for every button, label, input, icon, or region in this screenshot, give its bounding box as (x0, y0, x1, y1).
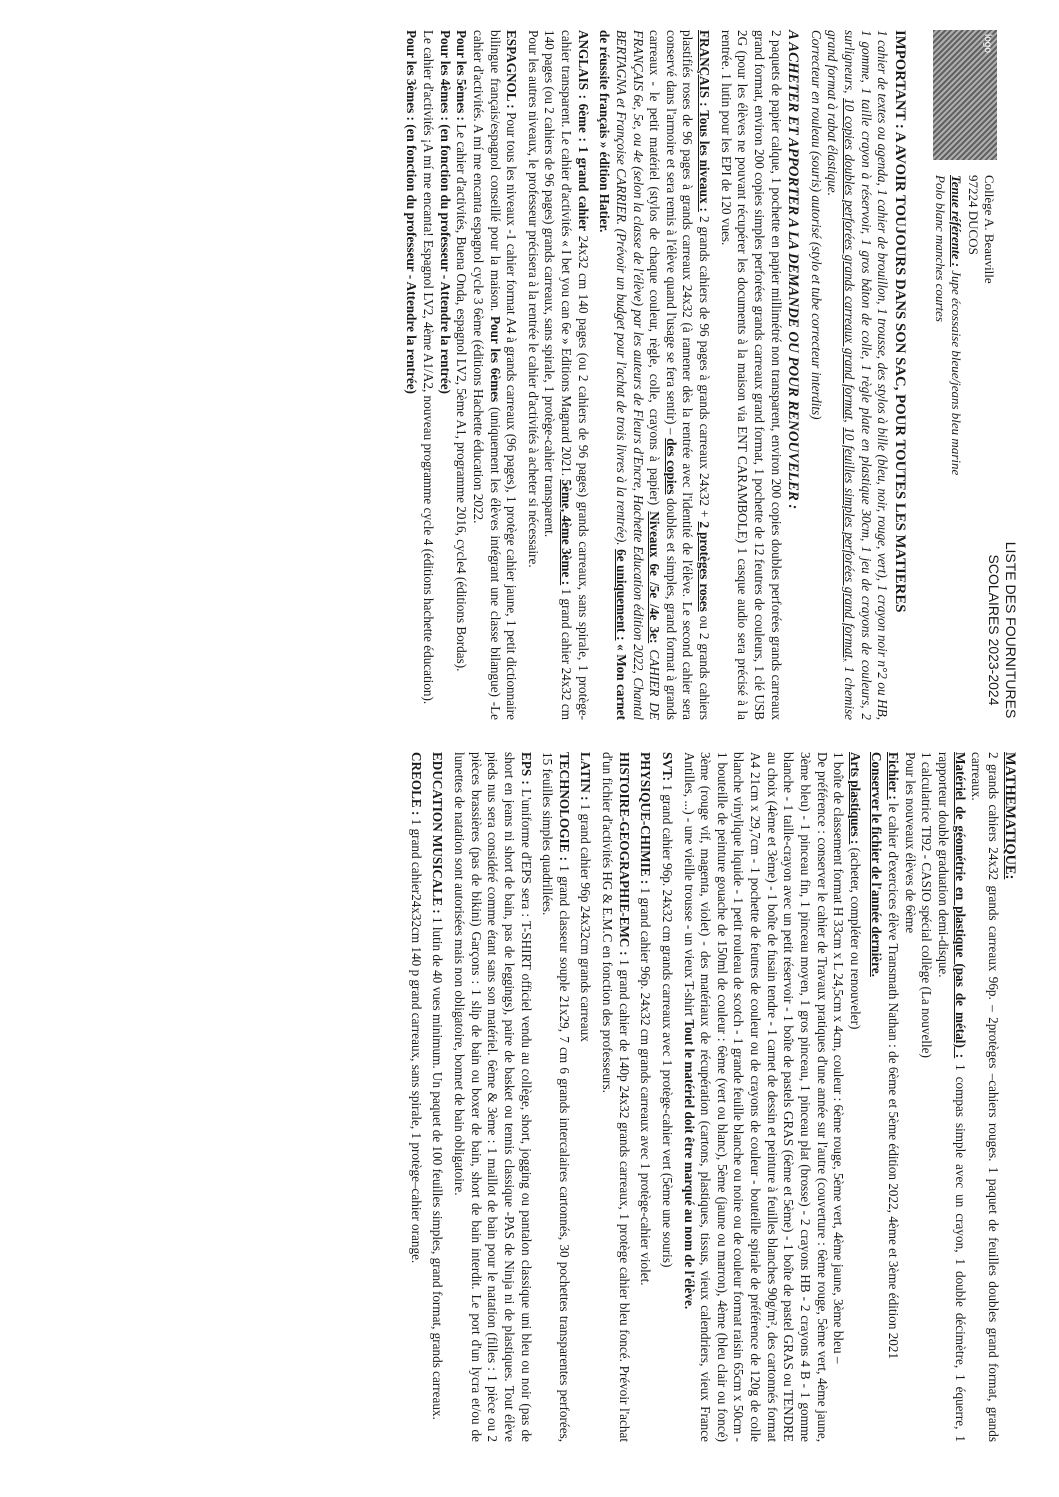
dress-code-label: Tenue référente : (949, 175, 965, 267)
espagnol-text-b: Pour les 6èmes (487, 316, 503, 403)
arts-text-a: (acheter, compléter ou renouveler) (847, 847, 863, 1030)
maths-text-b: Matériel de géométrie en plastique (pas de métal) : (952, 752, 968, 1059)
francais-text-g: CAHIER DE FRANÇAIS 6e, 5e, ou 4e (selon la classe de l'élève) par les auteurs de Fleurs d'Encre, Hachette Education édition 2022, Chantal BERTAGNA et Françoise CARRIER. (Prévoir un budget pour l'achat de trois livres à la rentrée). (613, 30, 663, 720)
important-text-b: 10 copies doubles perforées grands carreaux grand format, (842, 98, 858, 423)
francais-text-d: des copies (663, 438, 679, 495)
technologie-text: 1 grand classeur souple 21x29, 7 cm 6 grands intercalaires cartonnés, 30 pochettes transparentes perforées, 15 feuilles simples quadrillées. (540, 752, 572, 1442)
francais-text-i: « Mon carnet de réussite français » édition Hatier. (597, 30, 629, 720)
list-title-line1: LISTE DES FOURNITURES (1003, 541, 1019, 719)
anglais-text-b: 5ème, 4ème 3ème : (559, 479, 575, 586)
important-text-a: 1 cahier de textes ou agenda, 1 cahier de brouillon, 1 trousse, des stylos à bille (bleu, noir, rouge, vert), 1 crayon noir n°2 ou HB, 1 gomme, 1 taille crayon à réservoir, 1 gros bâton de colle, 1 règle plate en plastique 30cm, 1 jeu de crayons de couleurs, 2 surligneurs, (842, 30, 891, 720)
maths-text-h: Conserver le fichier de l'année dernière. (869, 752, 885, 977)
creole-text: 1 grand cahier24x32cm 140 p grand carreaux, sans spirale, 1 protège–cahier orange. (408, 818, 424, 1264)
right-body (402, 752, 1019, 1442)
musique-section (429, 752, 446, 1442)
svt-section (658, 752, 675, 1442)
maths-text-c: 1 compas simple avec un crayon, 1 double décimètre, 1 équerre, 1 rapporteur double graduation demi-disque. (935, 752, 968, 1442)
acheter-text: 2 paquets de papier calque, 1 pochette en papier millimétré non transparent, environ 200 copies doubles perforées grands carreaux grand format, environ 200 copies simples perforées grands carreaux grand format, 1 pochette de 12 feutres de couleurs, 1 clé USB 2G (pour les élèves ne pouvant récupérer les documents à la maison via ENT CARAMBOLE) 1 casque audio sera précisé à la rentrée. 1 lutin pour les EPI de 120 vues. (718, 30, 784, 720)
histoire-text: 1 grand cahier de 140p 24x32 grands carreaux, 1 protège cahier bleu foncé. Prévoir l'achat d'un fichier d'activités HG & E.M.C en fonction des professeurs. (600, 752, 632, 1442)
list-title-line2: SCOLAIRES 2023-2024 (986, 554, 1003, 706)
dress-code-text: Jupe écossaise bleue/jeans bleu marine (949, 270, 965, 476)
latin-text: 1 grand cahier 96p 24x32cm grands carreaux (578, 803, 594, 1042)
musique-label: EDUCATION MUSICALE : (430, 752, 446, 914)
logo-text: logo (982, 34, 993, 53)
maths-text-e: Pour les nouveaux élèves de 6ème (902, 752, 918, 934)
school-logo (933, 30, 997, 160)
eps-label: EPS : (518, 752, 534, 785)
arts-section (680, 752, 863, 1442)
school-city: 97224 DUCOS (965, 175, 981, 255)
espagnol-text-c: (uniquement les élèves intégrant une classe bilangue) -Le cahier d'activités. A mí me encanta espagnol cycle 3 6ème (éditions Hachette éducation 2022. (470, 30, 503, 721)
maths-text-d: 1 calculatrice TI92 - CASIO spécial collège (La nouvelle) (919, 752, 935, 1058)
francais-text-e: doubles et simples, grand format à grands carreaux - le petit matériel (stylos de chaque couleur, règle, colle, crayons à papier) (647, 30, 679, 720)
left-body (398, 30, 909, 720)
important-text-e: Correcteur en rouleau (souris) autorisé (stylo et tube correcteur interdits) (808, 30, 824, 420)
francais-text-c: ou 2 grands cahiers plastifiés roses de 96 pages à grands carreaux 24x32 (à ramener dès la rentrée avec l'identité de l'élève. Le second cahier sera conservé dans l'armoire et sera remis à l'élève quand l'usage se fera sentir) – (663, 30, 713, 721)
espagnol-text-g: Le cahier d'activités ¡A mí me encanta! Espagnol LV2, 4ème A1/A2, nouveau programme cycle 4 (éditions hachette éducation). (421, 30, 437, 705)
creole-label: CREOLE : (408, 752, 424, 816)
francais-text-a: 2 grands cahiers de 96 pages à grands carreaux 24x32 + (697, 215, 713, 518)
francais-section (596, 30, 712, 720)
histoire-label: HISTOIRE-GEOGRAPHIE-EMC : (616, 752, 632, 956)
arts-label: Arts plastiques : (847, 752, 863, 845)
school-header (932, 175, 998, 735)
important-section (807, 30, 909, 720)
maths-text-g: le cahier d'exercices élève Transmath Nathan : de 6ème et 5ème édition 2022, 4ème et 3ème édition 2021 (886, 803, 902, 1360)
physique-label: PHYSIQUE-CHIMIE : (638, 752, 654, 885)
polo-text: Polo blanc manches courtes (932, 175, 948, 322)
anglais-text-a: 24x32 cm 140 pages (ou 2 cahiers de 96 pages) grands carreaux, sans spirale, 1 protège-cahier transparent. Le cahier d'activités « I bet you can 6e » Editions Magnard 2021. (559, 30, 591, 721)
maths-text-f: Fichier : (886, 752, 902, 800)
espagnol-text-h: Pour les 3èmes : (en fonction du professeur - Attendre la rentrée) (404, 30, 420, 394)
physique-section (637, 752, 654, 1442)
important-title: IMPORTANT : A AVOIR TOUJOURS DANS SON SAC, POUR TOUTES LES MATIERES (892, 30, 908, 613)
eps-text: L'uniforme d'EPS sera : T-SHIRT officiel vendu au collège, short, jogging ou pantalon classique uni bleu ou noir (pas de short en jeans ni short de bain, pas de leggings), paire de basket ou tennis classique -PAS de Ninja ni de plastiques. Tout élève pieds nus sera considéré comme étant sans son matériel. 6ème & 3ème : 1 maillot de bain pour le natation (filles : 1 pièce ou 2 pièces brassières (pas de bikini) Garçons : 1 slip de bain ou boxer de bain, short de bain interdit. Le port d'un lycra et/ou de lunettes de natation sont autorisées mais non obligatoire, bonnet de bain obligatoire. (452, 752, 534, 1443)
espagnol-text-d: Pour les 5èmes : (454, 30, 470, 121)
acheter-section (717, 30, 802, 720)
francais-text-f: Niveaux 6e /5e /4e 3e: (647, 511, 663, 644)
arts-text-b: 1 boîte de classement format H 33cm x L 24,5cm x 4cm, couleur : 6ème rouge, 5ème vert, 4ème jaune, 3ème bleu – (831, 752, 847, 1364)
francais-text-b: 2 protèges roses (697, 521, 713, 612)
svt-label: SVT: (659, 752, 675, 782)
espagnol-text-f: Pour les 4èmes : (en fonction du professeur - Attendre la rentrée) (437, 30, 453, 394)
arts-text-c: De préférence : conserver le cahier de Travaux pratiques d'une année sur l'autre (couverture : 6ème rouge, 5ème vert, 4ème jaune, 3ème bleu) - 1 pinceau fin, 1 pinceau moyen, 1 gros pinceau, 1 pinceau plat (brosse) - 2 crayons HB - 2 crayons 4 B - 1 gomme blanche - 1 taille-crayon avec un petit réservoir - 1 boîte de pastels GRAS (6ème et 5ème) - 1 boîte de pastel GRAS ou TENDRE au choix (4ème et 3ème) - 1 boîte de fusain tendre - 1 carnet de dessin et peinture à feuilles blanches 90g/m², des cartonnés format A4 21cm x 29,7cm - 1 pochette de feutres de couleur ou de crayons de couleur - bouteille spirale de préférence de 120g de colle blanche vinylique liquide - 1 petit rouleau de scotch - 1 grande feuille blanche ou noire ou de couleur format raisin 65cm x 50cm - 1 bouteille de peinture gouache de 150ml de couleur : 6ème (vert ou blanc), 5ème (jaune ou marron), 4ème (bleu clair ou foncé) 3ème (rouge vif, magenta, violet) - des matériaux de récupération (cartons, plastiques, tissus, vieux calendriers, vieux France Antilles, ...) - une vieille trousse - un vieux T-shirt (681, 752, 830, 1442)
arts-text-d: Tout le matériel doit être marqué au nom de l'élève. (681, 1019, 697, 1310)
francais-label: FRANÇAIS : Tous les niveaux : (697, 30, 713, 212)
maths-title: MATHEMATIQUE: (1002, 752, 1018, 880)
maths-section (868, 752, 1019, 1442)
anglais-label: ANGLAIS : 6ème : 1 grand cahier (575, 30, 591, 231)
maths-text-a: 2 grands cahiers 24x32 grands carreaux 96p. – 2protèges –cahiers rouges. 1 paquet de feuilles doubles grand format, grands carreaux. (969, 752, 1001, 1442)
school-name: Collège A. Beauville (982, 175, 997, 284)
technologie-label: TECHNOLOGIE : (556, 752, 572, 862)
anglais-section (524, 30, 591, 720)
creole-section (407, 752, 424, 1442)
latin-section (577, 752, 594, 1442)
espagnol-text-e: Le cahier d'activités, Buena Onda, espagnol LV2, 5ème A1, programme 2016, cycle4 (éditions Bordas). (454, 124, 470, 672)
eps-section (450, 752, 533, 1442)
important-text-d: 1 chemise grand format à rabat élastique. (825, 30, 858, 720)
francais-text-h: 6e uniquement : (613, 549, 629, 641)
physique-text: 1 grand cahier 96p. 24x32 cm grands carreaux avec 1 protège-cahier violet. (638, 887, 654, 1286)
espagnol-section (403, 30, 519, 720)
svt-text: 1 grand cahier 96p. 24x32 cm grands carreaux avec 1 protège-cahier vert (5ème une souris) (659, 784, 675, 1268)
latin-label: LATIN : (578, 752, 594, 801)
anglais-text-c: 1 grand cahier 24x32 cm 140 pages (ou 2 cahiers de 96 pages) grands carreaux, sans spirale, 1 protège-cahier transparent. (542, 30, 575, 720)
espagnol-text-a: Pour tous les niveaux -1 cahier format A4 à grands carreaux (96 pages), 1 protège cahier jaune, 1 petit dictionnaire bilingue français/espagnol conseillé pour la maison. (487, 30, 520, 720)
histoire-section (598, 752, 631, 1442)
technologie-section (539, 752, 572, 1442)
espagnol-label: ESPAGNOL : (504, 30, 520, 109)
important-text-c: 10 feuilles simples perforées grand format, (842, 427, 858, 662)
acheter-title: A ACHETER ET APPORTER A LA DEMANDE OU POUR RENOUVELER : (785, 30, 802, 510)
musique-text: 1 lutin de 40 vues minimum. Un paquet de 100 feuilles simples, grand format, grands carreaux. (430, 916, 446, 1420)
anglais-text-d: Pour les autres niveaux, le professeur précisera à la rentrée le cahier d'activités à acheter si nécessaire. (525, 30, 541, 568)
